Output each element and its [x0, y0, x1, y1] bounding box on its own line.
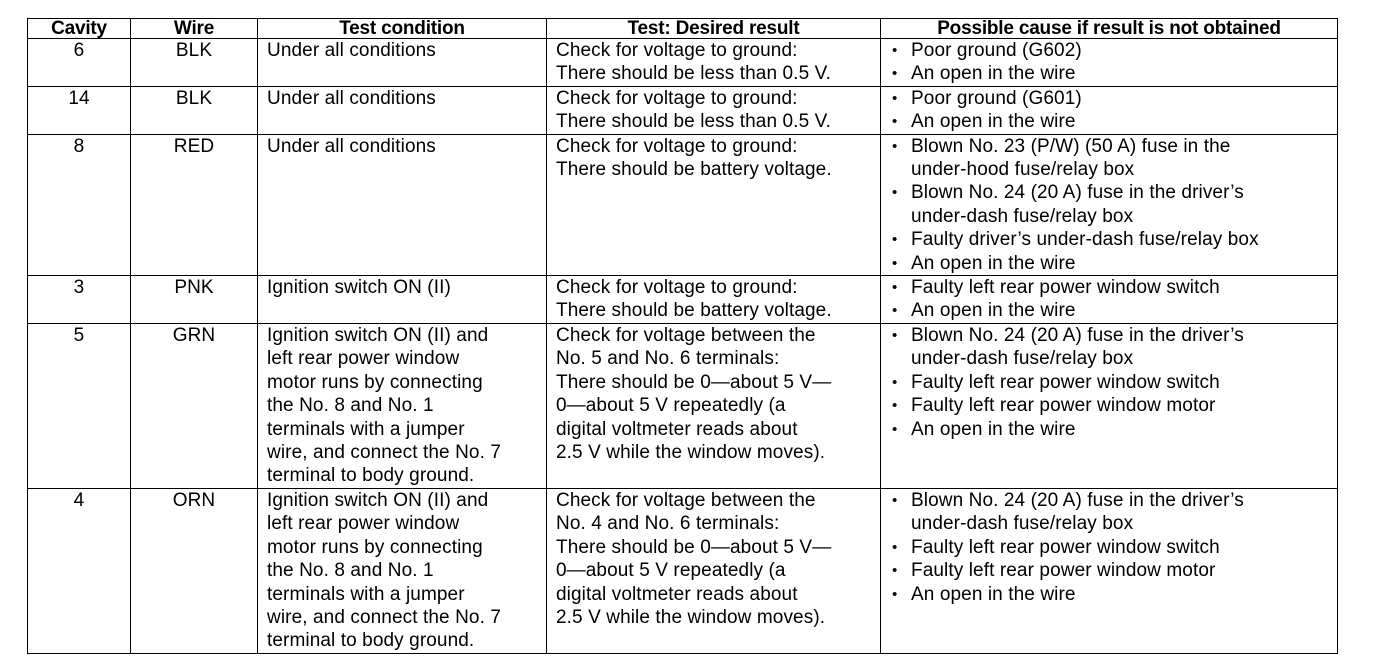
- table-row: [28, 276, 1338, 324]
- cause-item: • Blown No. 24 (20 A) fuse in the driver’s under-dash fuse/relay box: [890, 489, 1333, 536]
- cavity-cell: 14: [28, 86, 131, 134]
- condition-cell: Under all conditions: [258, 134, 547, 275]
- cause-item: • Blown No. 24 (20 A) fuse in the driver’s under-dash fuse/relay box: [890, 324, 1333, 371]
- cause-item: • An open in the wire: [890, 299, 1333, 322]
- wire-cell: BLK: [131, 39, 258, 87]
- cause-item: • Blown No. 23 (P/W) (50 A) fuse in the under-hood fuse/relay box: [890, 135, 1333, 182]
- header-cavity: Cavity: [28, 19, 131, 39]
- cause-cell: [881, 276, 1338, 324]
- cause-item: • An open in the wire: [890, 418, 1333, 441]
- cavity-cell: 5: [28, 323, 131, 488]
- table-row: [28, 488, 1338, 653]
- cause-list: [890, 324, 1333, 441]
- table-row: [28, 86, 1338, 134]
- wire-cell: PNK: [131, 276, 258, 324]
- cause-item: • Faulty left rear power window motor: [890, 559, 1333, 582]
- result-cell: Check for voltage between the No. 5 and No. 6 terminals: There should be 0—about 5 V— 0—about 5 V repeatedly (a digital voltmeter reads about 2.5 V while the window moves).: [547, 323, 881, 488]
- header-possible-cause: Possible cause if result is not obtained: [881, 19, 1338, 39]
- cause-item: • Faulty driver’s under-dash fuse/relay box: [890, 228, 1333, 251]
- wire-cell: ORN: [131, 488, 258, 653]
- cause-list: [890, 489, 1333, 606]
- cause-cell: [881, 323, 1338, 488]
- header-wire: Wire: [131, 19, 258, 39]
- header-test-condition: Test condition: [258, 19, 547, 39]
- cavity-cell: 6: [28, 39, 131, 87]
- cause-item: • Blown No. 24 (20 A) fuse in the driver’s under-dash fuse/relay box: [890, 181, 1333, 228]
- cause-item: • Faulty left rear power window switch: [890, 276, 1333, 299]
- cause-list: [890, 87, 1333, 134]
- cavity-cell: 3: [28, 276, 131, 324]
- cause-item: • An open in the wire: [890, 62, 1333, 85]
- cause-cell: [881, 134, 1338, 275]
- cause-item: • Faulty left rear power window switch: [890, 536, 1333, 559]
- result-cell: Check for voltage to ground: There should be battery voltage.: [547, 134, 881, 275]
- cause-cell: [881, 488, 1338, 653]
- header-desired-result: Test: Desired result: [547, 19, 881, 39]
- cause-item: • Poor ground (G602): [890, 39, 1333, 62]
- cause-item: • An open in the wire: [890, 583, 1333, 606]
- table-row: [28, 323, 1338, 488]
- condition-cell: Ignition switch ON (II) and left rear power window motor runs by connecting the No. 8 and No. 1 terminals with a jumper wire, and connect the No. 7 terminal to body ground.: [258, 488, 547, 653]
- cavity-cell: 8: [28, 134, 131, 275]
- result-cell: Check for voltage to ground: There should be less than 0.5 V.: [547, 39, 881, 87]
- wire-cell: BLK: [131, 86, 258, 134]
- cause-cell: [881, 86, 1338, 134]
- table-row: [28, 134, 1338, 275]
- wire-cell: RED: [131, 134, 258, 275]
- condition-cell: Ignition switch ON (II): [258, 276, 547, 324]
- cavity-cell: 4: [28, 488, 131, 653]
- troubleshooting-table: [27, 18, 1338, 654]
- result-cell: Check for voltage between the No. 4 and No. 6 terminals: There should be 0—about 5 V— 0—about 5 V repeatedly (a digital voltmeter reads about 2.5 V while the window moves).: [547, 488, 881, 653]
- troubleshooting-table-container: [27, 18, 1338, 654]
- cause-item: • An open in the wire: [890, 252, 1333, 275]
- cause-item: • An open in the wire: [890, 110, 1333, 133]
- cause-cell: [881, 39, 1338, 87]
- result-cell: Check for voltage to ground: There should be battery voltage.: [547, 276, 881, 324]
- condition-cell: Under all conditions: [258, 39, 547, 87]
- cause-item: • Faulty left rear power window motor: [890, 394, 1333, 417]
- condition-cell: Under all conditions: [258, 86, 547, 134]
- cause-item: • Faulty left rear power window switch: [890, 371, 1333, 394]
- header-row: [28, 19, 1338, 39]
- table-row: [28, 39, 1338, 87]
- cause-list: [890, 39, 1333, 86]
- cause-list: [890, 276, 1333, 323]
- wire-cell: GRN: [131, 323, 258, 488]
- cause-item: • Poor ground (G601): [890, 87, 1333, 110]
- result-cell: Check for voltage to ground: There should be less than 0.5 V.: [547, 86, 881, 134]
- condition-cell: Ignition switch ON (II) and left rear power window motor runs by connecting the No. 8 and No. 1 terminals with a jumper wire, and connect the No. 7 terminal to body ground.: [258, 323, 547, 488]
- cause-list: [890, 135, 1333, 275]
